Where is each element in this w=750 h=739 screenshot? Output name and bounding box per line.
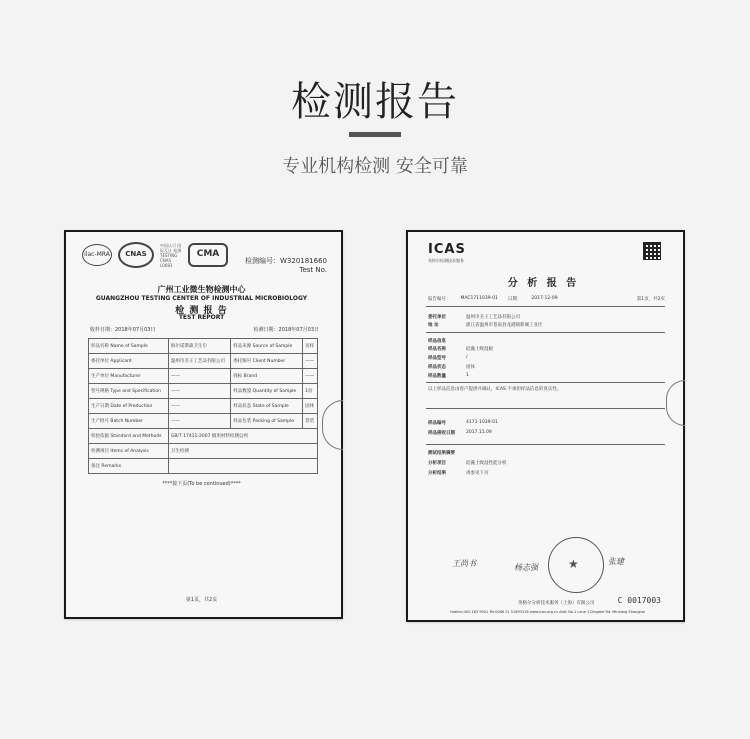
divider [426,408,665,409]
table-cell: 1份 [303,384,318,399]
table-cell: —— [168,399,230,414]
table-cell: —— [168,414,230,429]
table-row [89,369,318,384]
divider [426,382,665,383]
table-row [89,354,318,369]
sample-row-value: / [466,355,468,360]
report-number-en: Test No. [299,266,327,274]
analysis-report-title: 分 析 报 告 [507,278,580,289]
qr-code-icon [643,242,661,260]
table-cell: 海尔诺斯森卫生巾 [168,339,230,354]
receive-date-value: 2017.11.09 [466,430,492,435]
document-code: C 0017003 [617,596,661,605]
statement [428,386,665,392]
sample-row-label: 样品名称 [428,347,446,352]
standard-label: 检验依据 Standard and Methods [89,429,169,444]
remarks-value [168,459,317,474]
table-cell: 温州市圣王工艺品有限公司 [168,354,230,369]
report-dates [90,326,319,333]
table-cell: 型号规格 Type and Specification [89,384,169,399]
sample-row-value: 1 [466,373,469,378]
client-value: 温州市圣王工艺品有限公司 [466,315,520,320]
address-row [428,322,665,328]
divider [426,332,665,333]
icas-logo: ICAS [428,242,466,257]
table-cell: 生产单位 Manufacturer [89,369,169,384]
table-row [89,459,318,474]
address-value: 浙江省温州市苍南县龙港镇新城工业区 [466,323,543,328]
report-date-label: 日期： [507,297,522,302]
report-number-label: 报告编号： [428,297,451,302]
test-row-label: 分析项目 [428,461,446,466]
sample-info-table [88,338,318,474]
remarks-label: 备注 Remarks [89,459,169,474]
report-page: 第1页，共2页 [636,297,665,302]
sample-info-label: 样品信息 [428,339,446,344]
footer-text: Hotline:400 183 9001 Tel:0086 21 51693316 www.icas.org.cn Add: No.1 Lane 1 Dingwei Rd. Minhang Shanghai [450,610,645,614]
table-row [89,444,318,459]
test-row-value: 请参见下页 [466,471,489,476]
test-info-label: 测试结果摘要 [428,451,455,456]
testing-center-name-en: GUANGZHOU TESTING CENTER OF INDUSTRIAL MICROBIOLOGY [95,295,308,302]
seal-star-icon: ★ [568,557,579,571]
certification-logos [82,242,228,268]
cma-logo: CMA [188,243,228,267]
divider [426,306,665,307]
table-cell: 样品数量 Quantity of Sample [231,384,303,399]
sample-number-row [428,420,665,426]
table-row [89,384,318,399]
divider [426,444,665,445]
table-cell: 委托编号 Client Number [231,354,303,369]
table-cell: —— [168,384,230,399]
signature-2: 杨志强 [514,563,538,572]
sample-number-label: 样品编号 [428,421,446,426]
title-divider [349,132,401,137]
table-row [89,414,318,429]
test-row-label: 分析结果 [428,471,446,476]
table-cell: 样品来源 Source of Sample [231,339,303,354]
report-heading: 检 测 报 告 [175,306,228,316]
signature-3: 张建 [608,557,624,566]
sample-row [428,373,665,379]
sample-number-value: 4171-1039-01 [466,420,498,425]
table-cell: 袋装 [303,414,318,429]
report-date-value: 2017-12-09 [531,296,558,301]
test-row [428,460,665,466]
icas-logo-sub: 英格尔检测技术服务 [428,258,464,263]
items-label: 检测项目 Items of Analysis [89,444,169,459]
testing-center-name: 广州工业微生物检测中心 [157,285,246,294]
client-label: 委托单位 [428,315,446,320]
table-row [89,339,318,354]
report-number-value: MAC1711039-01 [460,296,498,301]
report-heading-en: TEST REPORT [178,314,225,321]
page-subtitle: 专业机构检测 安全可靠 [282,156,468,177]
test-report-document [64,230,343,619]
report-number [245,256,327,274]
client-row [428,314,665,320]
table-row [89,429,318,444]
table-cell: 样品包装 Packing of Sample [231,414,303,429]
table-cell: 送样 [303,339,318,354]
sample-row [428,346,665,352]
receive-date-label: 样品接收日期 [428,431,455,436]
table-cell: —— [303,369,318,384]
test-info-heading [428,450,665,456]
analysis-report-document [406,230,685,622]
table-cell: 商标 Brand [231,369,303,384]
cnas-logo-text: 中国认可 国际互认 检测 TESTING CNAS L0683 [160,242,182,268]
items-value: 卫生检测 [168,444,317,459]
table-cell: 固体 [303,399,318,414]
test-row-value: 硅藻土吸湿性能分析 [466,461,507,466]
table-cell: 样品状态 State of Sample [231,399,303,414]
table-cell: 生产日期 Date of Production [89,399,169,414]
address-label: 地 址 [428,323,439,328]
table-cell: —— [303,354,318,369]
seal-stamp-edge [666,380,685,426]
seal-stamp-edge [322,400,343,450]
table-cell: 委托单位 Applicant [89,354,169,369]
standard-value: GB/T 17411-2007 烟用材料检测总则 [168,429,317,444]
report-meta [428,296,665,302]
sample-row [428,364,665,370]
date-analyzed: 检测日期：2018年07月03日 [253,327,319,333]
report-number-value: W320181660 [279,257,327,265]
table-cell: 生产批号 Batch Number [89,414,169,429]
page-title: 检测报告 [291,79,459,125]
statement-text: 以上样品信息由客户提供并确认，ICAS 不承担样品信息的真实性。 [428,387,562,392]
sample-row-value: 固体 [466,365,475,370]
continued-note: ****接下页(To be continued)**** [162,481,241,487]
sample-row-label: 样品状态 [428,365,446,370]
cnas-logo: CNAS [118,242,154,268]
table-cell: —— [168,369,230,384]
receive-date-row [428,430,665,436]
table-cell: 样品名称 Name of Sample [89,339,169,354]
sample-row-value: 硅藻土吸湿板 [466,347,493,352]
signature-1: 王尚书 [452,559,476,568]
date-received: 收样日期：2018年07月03日 [90,327,156,333]
page-number: 第1页，共2页 [185,597,218,603]
ilac-logo: ilac-MRA [82,244,112,266]
sample-row [428,355,665,361]
table-row [89,399,318,414]
company-name: 英格尔分析技术服务（上海）有限公司 [518,601,595,606]
sample-row-label: 样品数量 [428,374,446,379]
report-number-label: 检测编号： [244,257,280,265]
test-row [428,470,665,476]
sample-row-label: 样品型号 [428,356,446,361]
sample-info-heading [428,338,665,344]
